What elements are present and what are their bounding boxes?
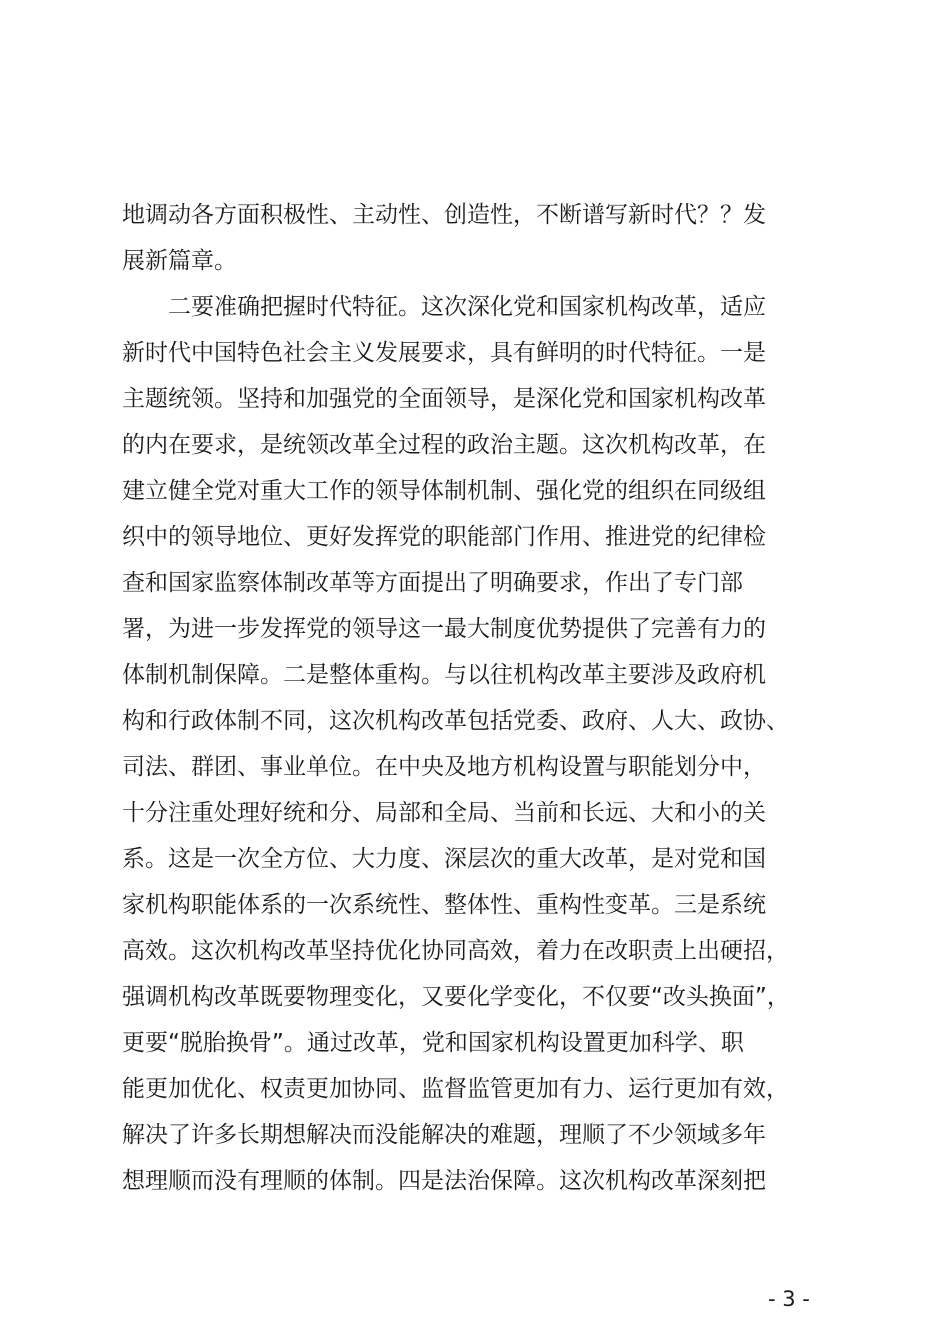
text-line: 系。这是一次全方位、大力度、深层次的重大改革，是对党和国 xyxy=(122,846,766,872)
text-line: 家机构职能体系的一次系统性、整体性、重构性变革。三是系统 xyxy=(122,892,766,918)
text-line: 强调机构改革既要物理变化，又要化学变化，不仅要“改头换面”， xyxy=(122,984,790,1010)
text-line: 体制机制保障。二是整体重构。与以往机构改革主要涉及政府机 xyxy=(122,662,766,688)
text-line: 想理顺而没有理顺的体制。四是法治保障。这次机构改革深刻把 xyxy=(122,1168,766,1194)
text-line: 构和行政体制不同，这次机构改革包括党委、政府、人大、政协、 xyxy=(122,708,789,734)
text-line: 高效。这次机构改革坚持优化协同高效，着力在改职责上出硬招， xyxy=(122,938,789,964)
text-line: 署，为进一步发挥党的领导这一最大制度优势提供了完善有力的 xyxy=(122,616,766,642)
text-line: 更要“脱胎换骨”。通过改革，党和国家机构设置更加科学、职 xyxy=(122,1030,744,1056)
text-line: 展新篇章。 xyxy=(122,248,237,274)
text-line: 建立健全党对重大工作的领导体制机制、强化党的组织在同级组 xyxy=(122,478,766,504)
text-line: 解决了许多长期想解决而没能解决的难题，理顺了不少领域多年 xyxy=(122,1122,766,1148)
text-line: 查和国家监察体制改革等方面提出了明确要求，作出了专门部 xyxy=(122,570,743,596)
text-line: 能更加优化、权责更加协同、监督监管更加有力、运行更加有效， xyxy=(122,1076,789,1102)
text-line: 司法、群团、事业单位。在中央及地方机构设置与职能划分中， xyxy=(122,754,766,780)
text-line: 织中的领导地位、更好发挥党的职能部门作用、推进党的纪律检 xyxy=(122,524,766,550)
text-line: 的内在要求，是统领改革全过程的政治主题。这次机构改革，在 xyxy=(122,432,766,458)
page-number: - 3 - xyxy=(768,1287,810,1311)
text-line: 主题统领。坚持和加强党的全面领导，是深化党和国家机构改革 xyxy=(122,386,766,412)
text-line: 地调动各方面积极性、主动性、创造性，不断谱写新时代？？发 xyxy=(122,202,766,228)
text-line: 新时代中国特色社会主义发展要求，具有鲜明的时代特征。一是 xyxy=(122,340,766,366)
text-line: 二要准确把握时代特征。这次深化党和国家机构改革，适应 xyxy=(122,294,766,320)
text-line: 十分注重处理好统和分、局部和全局、当前和长远、大和小的关 xyxy=(122,800,766,826)
